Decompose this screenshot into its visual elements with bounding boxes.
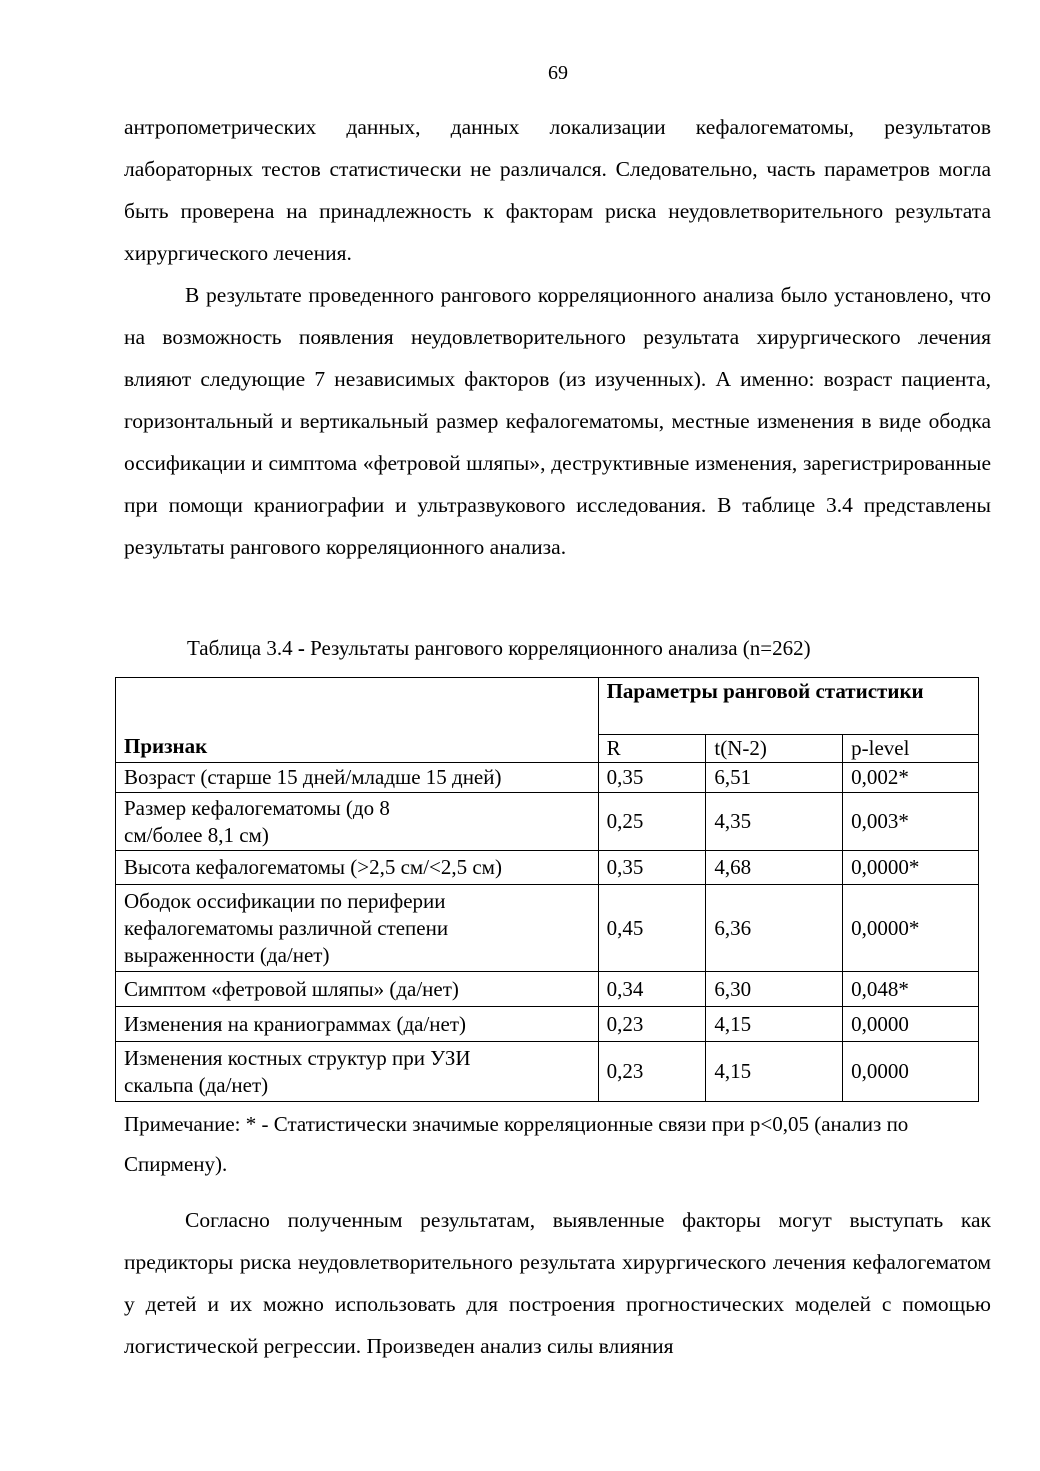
row-feature: Размер кефалогематомы (до 8 см/более 8,1 см) — [116, 793, 599, 851]
row-feature: Возраст (старше 15 дней/младше 15 дней) — [116, 763, 599, 793]
caption-dash: - — [297, 636, 305, 660]
row-t: 4,68 — [706, 851, 843, 885]
row-r: 0,35 — [598, 851, 706, 885]
table-row — [116, 851, 979, 885]
header-params: Параметры ранговой статистики — [598, 678, 978, 735]
row-feature: Высота кефалогематомы (>2,5 см/<2,5 см) — [116, 851, 599, 885]
row-r: 0,25 — [598, 793, 706, 851]
row-t: 6,36 — [706, 885, 843, 972]
row-p: 0,003* — [843, 793, 979, 851]
paragraph-3: Согласно полученным результатам, выявленные факторы могут выступать как предикторы риска неудовлетворительного результата хирургического лечения кефалогематом у детей и их можно использовать для построения прогностических моделей с помощью логистической регрессии. Произведен анализ силы влияния — [124, 1208, 991, 1358]
row-t: 6,51 — [706, 763, 843, 793]
caption-prefix: Таблица 3.4 — [187, 636, 298, 660]
row-p: 0,002* — [843, 763, 979, 793]
row-feature: Симптом «фетровой шляпы» (да/нет) — [116, 972, 599, 1007]
table-header-row — [116, 678, 979, 735]
row-feature: Изменения костных структур при УЗИ скальпа (да/нет) — [116, 1042, 599, 1102]
row-r: 0,23 — [598, 1007, 706, 1042]
row-r: 0,23 — [598, 1042, 706, 1102]
row-feature: Изменения на краниограммах (да/нет) — [116, 1007, 599, 1042]
row-r: 0,35 — [598, 763, 706, 793]
row-t: 4,15 — [706, 1007, 843, 1042]
table-row — [116, 1042, 979, 1102]
row-feature: Ободок оссификации по периферии кефалогематомы различной степени выраженности (да/нет) — [116, 885, 599, 972]
row-p: 0,0000* — [843, 885, 979, 972]
row-p: 0,0000* — [843, 851, 979, 885]
paragraph-1: антропометрических данных, данных локализации кефалогематомы, результатов лабораторных тестов статистически не различался. Следовательно, часть параметров могла быть проверена на принадлежность к факторам риска неудовлетворительного результата хирургического лечения. — [124, 115, 991, 265]
table-row — [116, 793, 979, 851]
row-p: 0,048* — [843, 972, 979, 1007]
row-t: 4,35 — [706, 793, 843, 851]
table-row — [116, 763, 979, 793]
row-r: 0,45 — [598, 885, 706, 972]
table-caption — [187, 633, 811, 663]
header-r: R — [598, 735, 706, 763]
row-p: 0,0000 — [843, 1007, 979, 1042]
header-p: p-level — [843, 735, 979, 763]
table-row — [116, 972, 979, 1007]
table-row — [116, 885, 979, 972]
row-p: 0,0000 — [843, 1042, 979, 1102]
caption-text: Результаты рангового корреляционного анализа (n=262) — [304, 636, 811, 660]
page-number: 69 — [548, 62, 568, 84]
table-row — [116, 1007, 979, 1042]
paragraph-2: В результате проведенного рангового корреляционного анализа было установлено, что на возможность появления неудовлетворительного результата хирургического лечения влияют следующие 7 независимых факторов (из изученных). А именно: возраст пациента, горизонтальный и вертикальный размер кефалогематомы, местные изменения в виде ободка оссификации и симптома «фетровой шляпы», деструктивные изменения, зарегистрированные при помощи краниографии и ультразвукового исследования. В таблице 3.4 представлены результаты рангового корреляционного анализа. — [124, 283, 991, 559]
header-feature: Признак — [116, 678, 599, 763]
table-note: Примечание: * - Статистически значимые корреляционные связи при p<0,05 (анализ по Спирмену). — [124, 1112, 909, 1176]
results-table — [115, 677, 979, 1102]
row-t: 4,15 — [706, 1042, 843, 1102]
row-r: 0,34 — [598, 972, 706, 1007]
header-t: t(N-2) — [706, 735, 843, 763]
row-t: 6,30 — [706, 972, 843, 1007]
